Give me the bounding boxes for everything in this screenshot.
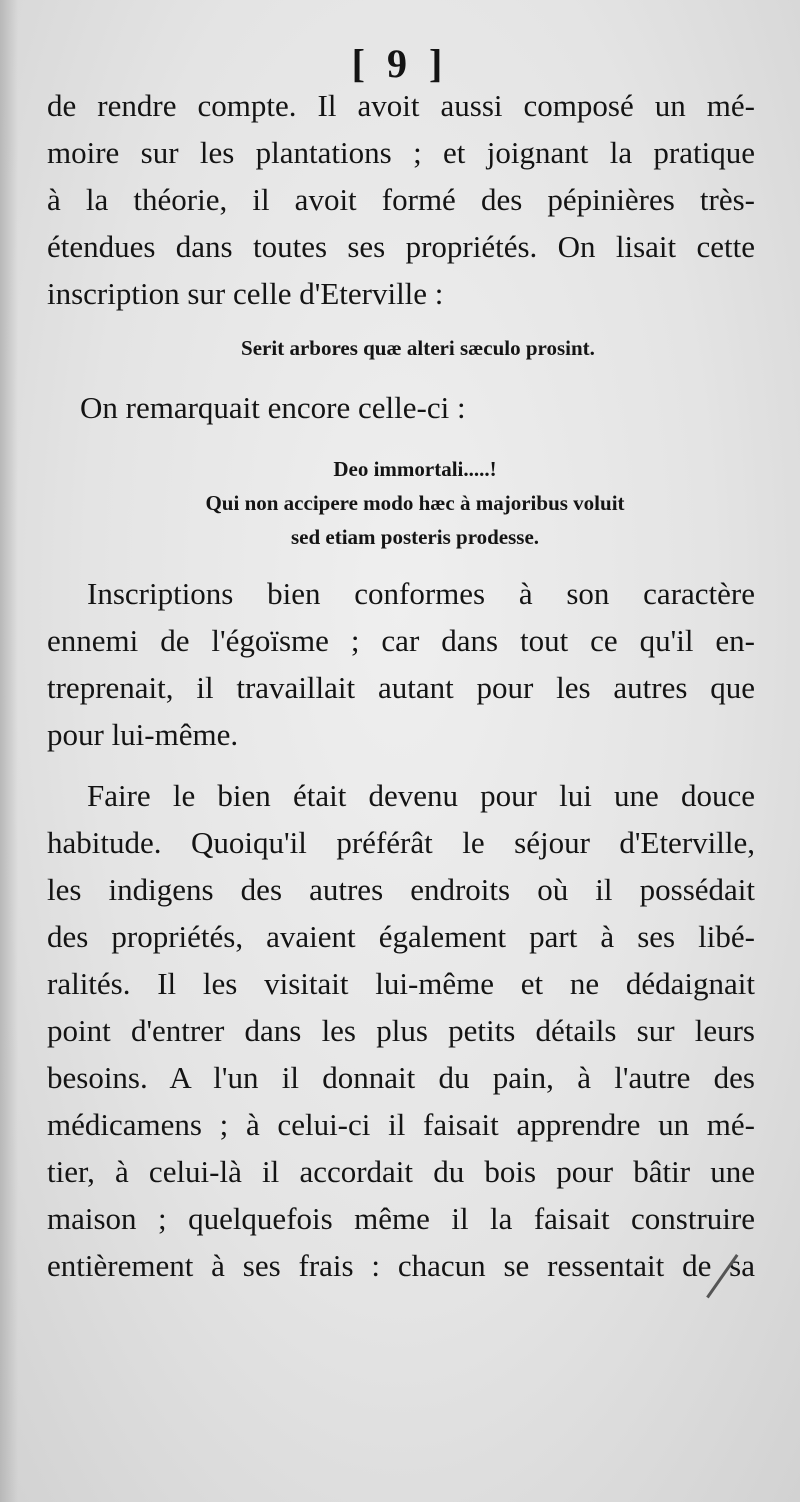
text-line: besoins. A l'un il donnait du pain, à l'autre des	[47, 1060, 755, 1095]
text-line: les indigens des autres endroits où il possédait	[47, 872, 755, 907]
text-line: ralités. Il les visitait lui-même et ne dédaignait	[47, 966, 755, 1001]
text-line: étendues dans toutes ses propriétés. On lisait cette	[47, 229, 755, 264]
intro-line: On remarquait encore celle-ci :	[80, 390, 466, 425]
text-line: à la théorie, il avoit formé des pépinières très-	[47, 182, 755, 217]
paragraph-3	[47, 772, 755, 1289]
text-line: point d'entrer dans les plus petits détails sur leurs	[47, 1013, 755, 1048]
text-line: médicamens ; à celui-ci il faisait apprendre un mé-	[47, 1107, 755, 1142]
paragraph-1	[47, 82, 755, 317]
text-line: pour lui-même.	[47, 717, 239, 752]
text-line: habitude. Quoiqu'il préférât le séjour d'Eterville,	[47, 825, 755, 860]
latin-inscription-2	[15, 452, 800, 554]
text-line: ennemi de l'égoïsme ; car dans tout ce qu'il en-	[47, 623, 755, 658]
latin-inscription-1: Serit arbores quæ alteri sæculo prosint.	[241, 336, 595, 360]
inscription-line: Deo immortali.....!	[333, 457, 497, 481]
text-line: inscription sur celle d'Eterville :	[47, 276, 444, 311]
paragraph-2	[47, 570, 755, 758]
text-line: des propriétés, avaient également part à ses libé-	[47, 919, 755, 954]
page-number: [ 9 ]	[351, 41, 449, 86]
text-line: moire sur les plantations ; et joignant la pratique	[47, 135, 755, 170]
text-line: tier, à celui-là il accordait du bois pour bâtir une	[47, 1154, 755, 1189]
text-line: de rendre compte. Il avoit aussi composé un mé-	[47, 88, 755, 123]
text-line: maison ; quelquefois même il la faisait construire	[47, 1201, 755, 1236]
inscription-line: Qui non accipere modo hæc à majoribus voluit	[205, 491, 625, 515]
text-line: entièrement à ses frais : chacun se ressentait de sa	[47, 1248, 755, 1283]
text-line: treprenait, il travaillait autant pour les autres que	[47, 670, 755, 705]
text-line: Inscriptions bien conformes à son caractère	[87, 576, 755, 611]
text-line: Faire le bien était devenu pour lui une douce	[87, 778, 755, 813]
inscription-line: sed etiam posteris prodesse.	[290, 525, 540, 549]
